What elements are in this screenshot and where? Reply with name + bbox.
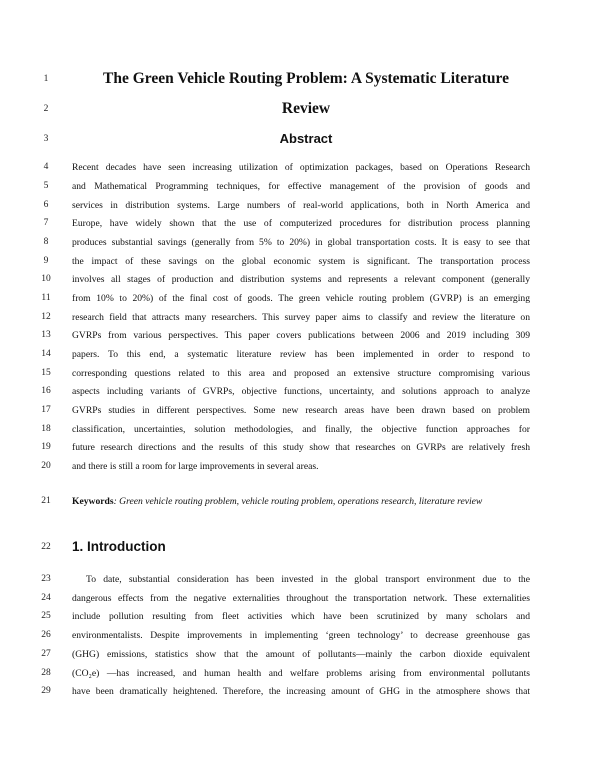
- line-number: 11: [41, 293, 51, 303]
- abstract-line: the impact of these savings on the global economic system is significant. The transportation process: [72, 256, 530, 267]
- abstract-line: GVRPs studies in different perspectives. Some new research areas have been drawn based on problem: [72, 405, 530, 416]
- line-number: 22: [41, 542, 51, 552]
- line-number: 20: [41, 461, 51, 471]
- line-number: 2: [43, 104, 49, 114]
- intro-line: dangerous effects from the negative externalities throughout the transportation network. These externalities: [72, 593, 530, 604]
- line-number: 25: [41, 611, 51, 621]
- abstract-line: future research directions and the results of this study show that researches on GVRPs are relatively fresh: [72, 442, 530, 453]
- keywords-label: Keywords: [72, 496, 114, 507]
- abstract-line: research field that attracts many researchers. This survey paper aims to classify and review the literature on: [72, 312, 530, 323]
- line-number: 1: [43, 74, 49, 84]
- line-number: 27: [41, 649, 51, 659]
- abstract-line: produces substantial savings (generally from 5% to 20%) in global transportation costs. It is easy to see that: [72, 237, 530, 248]
- line-number: 24: [41, 593, 51, 603]
- line-number: 17: [41, 405, 51, 415]
- line-number: 13: [41, 330, 51, 340]
- section-heading-introduction: 1. Introduction: [72, 539, 166, 554]
- intro-line: environmentalists. Despite improvements in implementing ‘green technology’ to decrease greenhouse gas: [72, 630, 530, 641]
- line-number: 12: [41, 312, 51, 322]
- line-number: 16: [41, 386, 51, 396]
- line-number: 8: [43, 237, 49, 247]
- abstract-line: involves all stages of production and distribution systems and represents a relevant component (generally: [72, 274, 530, 285]
- line-number: 23: [41, 574, 51, 584]
- line-number: 28: [41, 668, 51, 678]
- intro-line: (GHG) emissions, statistics show that the amount of pollutants—mainly the carbon dioxide equivalent: [72, 649, 530, 660]
- line-number: 19: [41, 442, 51, 452]
- line-number: 18: [41, 424, 51, 434]
- intro-line: (CO₂e) —has increased, and human health and welfare problems arising from environmental pollutants: [72, 668, 530, 679]
- line-number: 9: [43, 256, 49, 266]
- abstract-heading: Abstract: [279, 131, 333, 146]
- paper-title-line-1: The Green Vehicle Routing Problem: A Systematic Literature: [103, 70, 509, 87]
- line-number: 14: [41, 349, 51, 359]
- keywords-text: : Green vehicle routing problem, vehicle routing problem, operations research, literature review: [113, 496, 483, 507]
- abstract-line: corresponding questions related to this area and proposed an extensive structure compromising various: [72, 368, 530, 379]
- line-number: 5: [43, 181, 49, 191]
- abstract-line: GVRPs from various perspectives. This paper covers publications between 2006 and 2019 including 309: [72, 330, 530, 341]
- line-number: 3: [43, 134, 49, 144]
- abstract-line: and there is still a room for large improvements in several areas.: [72, 461, 319, 472]
- paper-title-line-2: Review: [281, 100, 331, 117]
- line-number: 15: [41, 368, 51, 378]
- intro-line: have been dramatically heightened. Therefore, the increasing amount of GHG in the atmosphere shows that: [72, 686, 530, 697]
- keywords: [72, 496, 530, 508]
- line-number: 26: [41, 630, 51, 640]
- line-number: 7: [43, 218, 49, 228]
- abstract-line: services in distribution systems. Large numbers of real-world applications, both in North America and: [72, 200, 530, 211]
- abstract-line: classification, uncertainties, solution methodologies, and finally, the objective function approaches for: [72, 424, 530, 435]
- line-number: 10: [41, 274, 51, 284]
- intro-line: To date, substantial consideration has been invested in the global transport environment due to the: [86, 574, 530, 585]
- abstract-line: Recent decades have seen increasing utilization of optimization packages, based on Operations Research: [72, 162, 530, 173]
- abstract-line: Europe, have widely shown that the use of computerized procedures for distribution process planning: [72, 218, 530, 229]
- abstract-line: papers. To this end, a systematic literature review has been implemented in order to respond to: [72, 349, 530, 360]
- line-number: 29: [41, 686, 51, 696]
- line-number: 4: [43, 162, 49, 172]
- abstract-line: aspects including variants of GVRPs, objective functions, uncertainty, and solutions approach to analyze: [72, 386, 530, 397]
- line-number: 21: [41, 496, 51, 506]
- intro-line: include pollution resulting from fleet activities which have been scrutinized by many scholars and: [72, 611, 530, 622]
- abstract-line: from 10% to 20%) of the final cost of goods. The green vehicle routing problem (GVRP) is an emerging: [72, 293, 530, 304]
- line-number: 6: [43, 200, 49, 210]
- abstract-line: and Mathematical Programming techniques, for effective management of the provision of goods and: [72, 181, 530, 192]
